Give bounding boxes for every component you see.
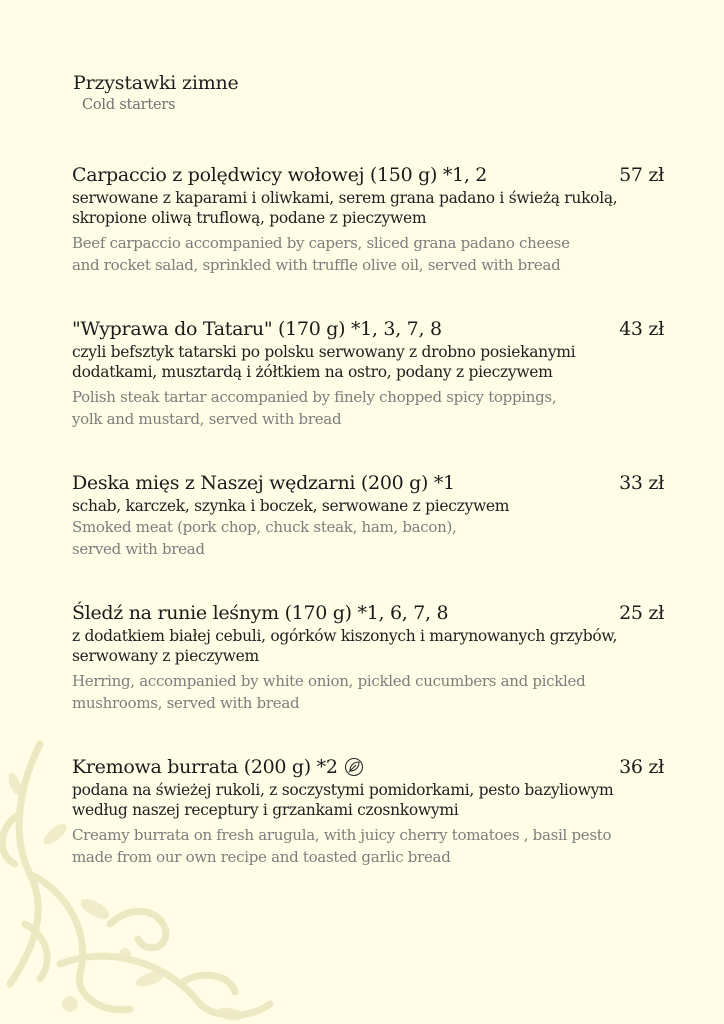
menu-item — [72, 317, 664, 430]
vegetarian-leaf-icon — [344, 757, 364, 777]
item-description-pl: czyli befsztyk tatarski po polsku serwowany z drobno posiekanymi dodatkami, musztardą i żółtkiem na ostro, podany z pieczywem — [72, 343, 576, 381]
item-description-pl: z dodatkiem białej cebuli, ogórków kiszonych i marynowanych grzybów, serwowany z pieczywem — [72, 627, 618, 665]
item-price: 33 zł — [619, 472, 664, 494]
item-description-pl: serwowane z kaparami i oliwkami, serem grana padano i świeżą rukolą, skropione oliwą truflową, podane z pieczywem — [72, 189, 618, 227]
item-price: 25 zł — [619, 602, 664, 624]
menu-item — [72, 601, 664, 714]
item-description-en: Beef carpaccio accompanied by capers, sliced grana padano cheese and rocket salad, sprinkled with truffle olive oil, served with bread — [72, 234, 570, 274]
menu-item — [72, 755, 664, 868]
item-description-pl: schab, karczek, szynka i boczek, serwowane z pieczywem — [72, 497, 510, 515]
item-description-en: Smoked meat (pork chop, chuck steak, ham, bacon), served with bread — [72, 518, 457, 558]
section-title: Przystawki zimne — [73, 72, 239, 94]
item-price: 57 zł — [619, 164, 664, 186]
item-description-en: Polish steak tartar accompanied by finely chopped spicy toppings, yolk and mustard, served with bread — [72, 388, 557, 428]
item-name: "Wyprawa do Tataru" (170 g) *1, 3, 7, 8 — [72, 318, 442, 340]
item-price: 36 zł — [619, 756, 664, 778]
item-price: 43 zł — [619, 318, 664, 340]
menu-item — [72, 471, 664, 560]
item-name-wrapper — [72, 755, 364, 779]
section-subtitle: Cold starters — [82, 97, 176, 113]
item-description-en: Creamy burrata on fresh arugula, with juicy cherry tomatoes , basil pesto made from our own recipe and toasted garlic bread — [72, 826, 612, 866]
item-description-en: Herring, accompanied by white onion, pickled cucumbers and pickled mushrooms, served with bread — [72, 672, 586, 712]
item-name: Deska mięs z Naszej wędzarni (200 g) *1 — [72, 472, 455, 494]
item-name: Carpaccio z polędwicy wołowej (150 g) *1, 2 — [72, 164, 488, 186]
item-name: Śledź na runie leśnym (170 g) *1, 6, 7, 8 — [72, 602, 449, 624]
item-description-pl: podana na świeżej rukoli, z soczystymi pomidorkami, pesto bazyliowym według naszej receptury i grzankami czosnkowymi — [72, 781, 614, 819]
item-name: Kremowa burrata (200 g) *2 — [72, 756, 338, 778]
menu-item — [72, 163, 664, 276]
